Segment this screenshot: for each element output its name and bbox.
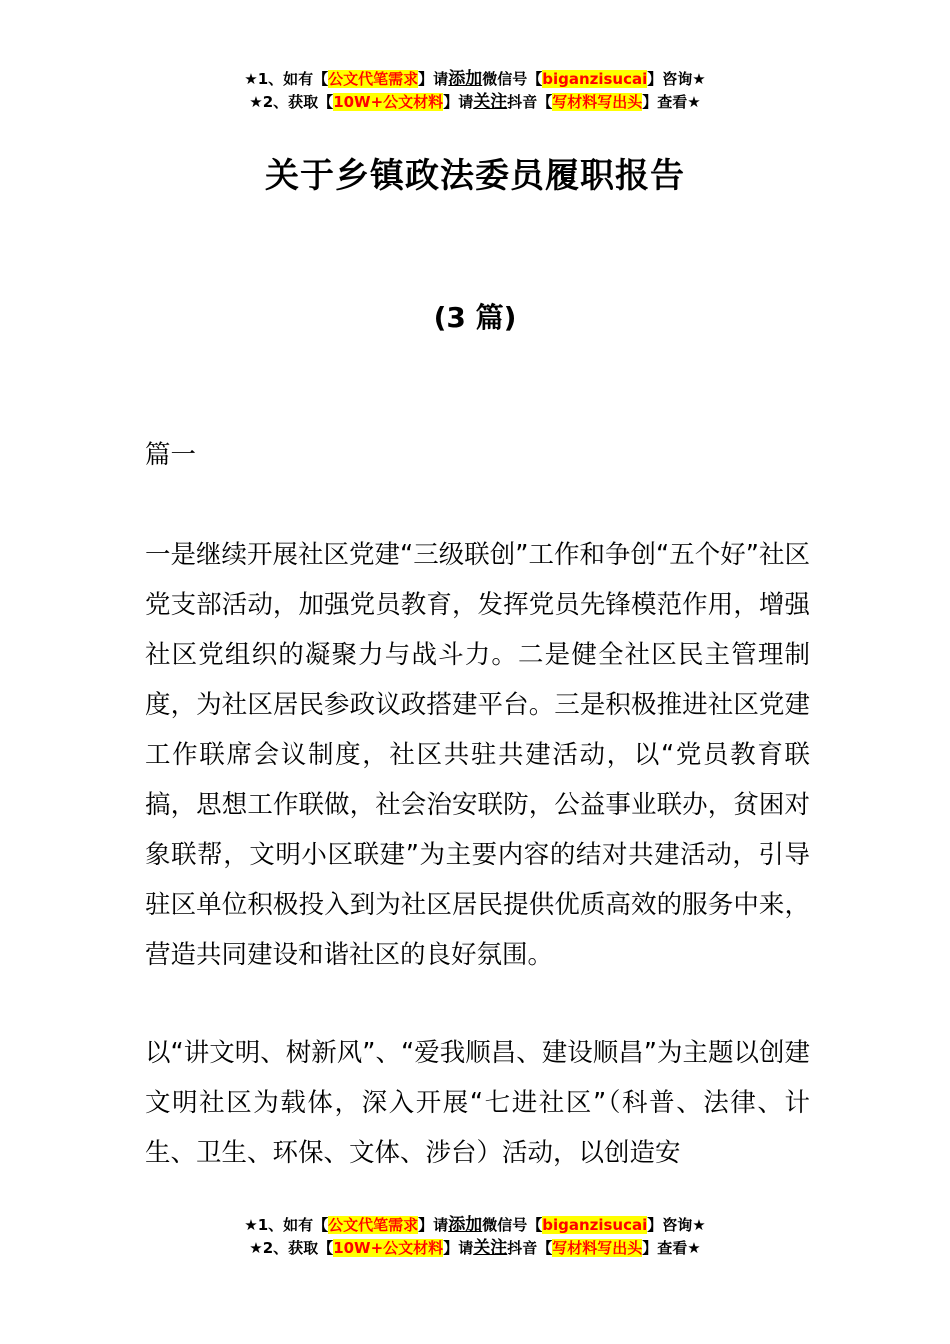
banner-text: 】请 <box>443 93 474 111</box>
body-paragraph: 以“讲文明、树新风”、“爱我顺昌、建设顺昌”为主题以创建文明社区为载体，深入开展“七进社区”（科普、法律、计生、卫生、环保、文体、涉台）活动，以创造安 <box>145 1038 810 1168</box>
banner-text: 】咨询★ <box>647 1216 706 1234</box>
footer-banner <box>0 1214 950 1260</box>
banner-highlight: 公文代笔需求 <box>328 1216 419 1234</box>
banner-text: 】请 <box>418 1216 449 1234</box>
banner-highlight: 写材料写出头 <box>552 1239 643 1257</box>
banner-text: 】请 <box>443 1239 474 1257</box>
banner-line-1 <box>0 68 950 91</box>
banner-underlined-text: 关注 <box>473 1238 508 1258</box>
banner-text: 】请 <box>418 70 449 88</box>
banner-underlined-text: 添加 <box>448 1215 483 1235</box>
banner-highlight: biganzisucai <box>542 70 648 88</box>
banner-line-1 <box>0 1214 950 1237</box>
part-label: 篇一 <box>145 440 197 470</box>
banner-highlight: 公文代笔需求 <box>328 70 419 88</box>
banner-underlined-text: 添加 <box>448 69 483 89</box>
banner-text: 】查看★ <box>642 93 701 111</box>
banner-underlined-text: 关注 <box>473 92 508 112</box>
banner-text: ★2、获取【 <box>249 1239 334 1257</box>
banner-text: 抖音【 <box>507 1239 553 1257</box>
banner-highlight: biganzisucai <box>542 1216 648 1234</box>
banner-highlight: 10W+公文材料 <box>333 1239 444 1257</box>
body-paragraph: 一是继续开展社区党建“三级联创”工作和争创“五个好”社区党支部活动，加强党员教育，发挥党员先锋模范作用，增强社区党组织的凝聚力与战斗力。二是健全社区民主管理制度，为社区居民参政议政搭建平台。三是积极推进社区党建工作联席会议制度，社区共驻共建活动，以“党员教育联搞，思想工作联做，社会治安联防，公益事业联办，贫困对象联帮，文明小区联建”为主要内容的结对共建活动，引导驻区单位积极投入到为社区居民提供优质高效的服务中来，营造共同建设和谐社区的良好氛围。 <box>145 540 810 970</box>
banner-highlight: 10W+公文材料 <box>333 93 444 111</box>
banner-text: ★1、如有【 <box>244 1216 329 1234</box>
header-banner <box>0 68 950 114</box>
banner-text: ★1、如有【 <box>244 70 329 88</box>
banner-text: ★2、获取【 <box>249 93 334 111</box>
document-title: 关于乡镇政法委员履职报告 <box>265 156 685 196</box>
banner-line-2 <box>0 91 950 114</box>
banner-text: 微信号【 <box>482 70 543 88</box>
banner-text: 抖音【 <box>507 93 553 111</box>
banner-text: 】查看★ <box>642 1239 701 1257</box>
banner-highlight: 写材料写出头 <box>552 93 643 111</box>
banner-text: 】咨询★ <box>647 70 706 88</box>
document-subtitle: (3 篇) <box>433 301 517 334</box>
banner-text: 微信号【 <box>482 1216 543 1234</box>
banner-line-2 <box>0 1237 950 1260</box>
